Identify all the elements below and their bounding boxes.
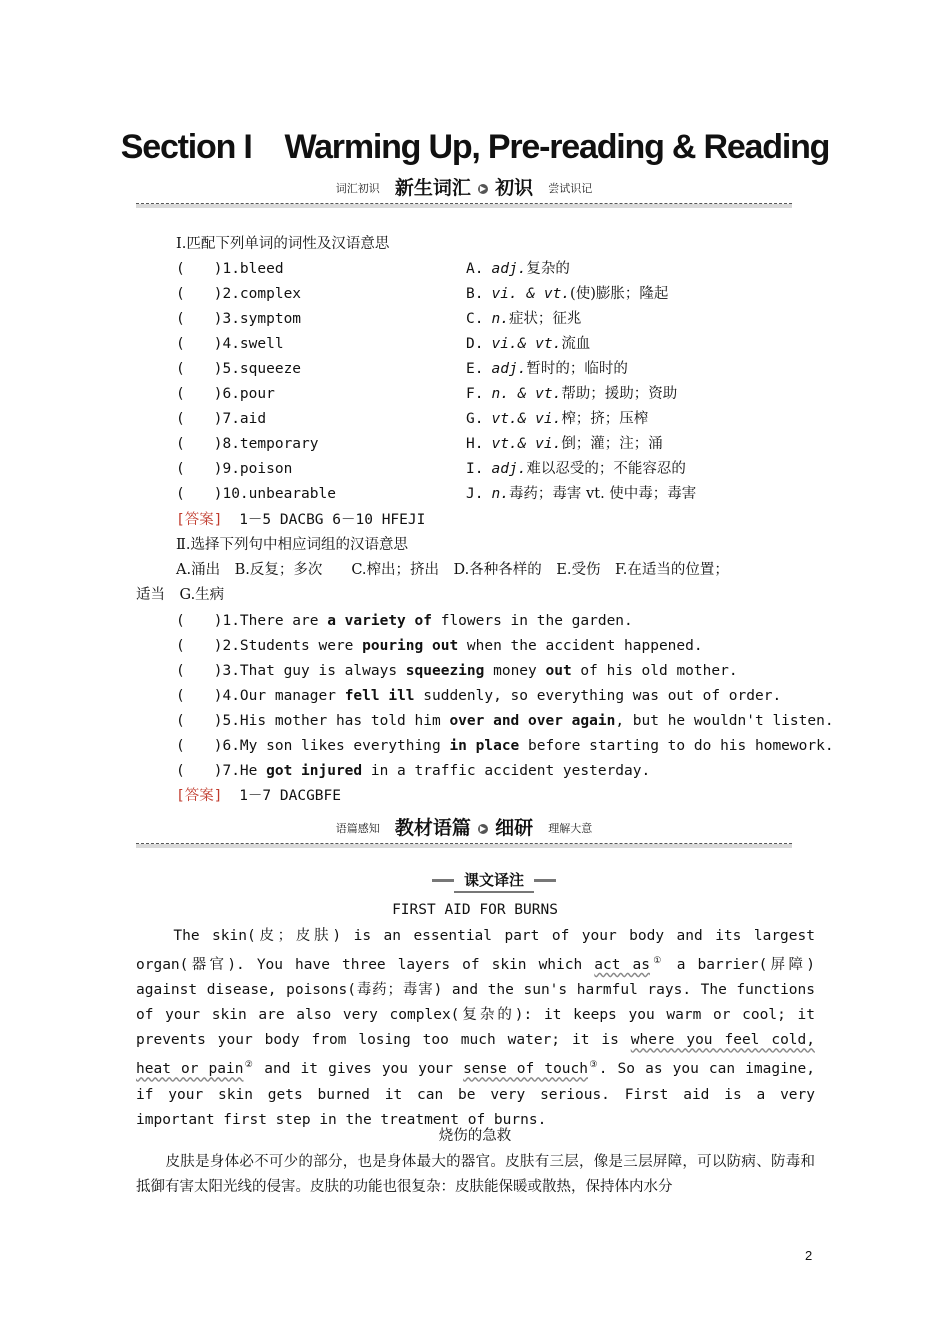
sentence-text: ( )6.My son likes everything: [176, 738, 450, 754]
passage-paragraph: [136, 924, 815, 1133]
sentence-text: before starting to do his homework.: [519, 738, 834, 754]
word-item: ( )10.unbearable: [176, 486, 336, 502]
meaning-text: 倒；灌；注；涌: [561, 436, 663, 452]
sentence-text: money: [484, 663, 546, 679]
target-phrase: a variety of: [327, 613, 432, 629]
sentence-text: ( )1.There are: [176, 613, 328, 629]
meaning-text: 复杂的: [526, 261, 570, 277]
banner-left-label: 语篇感知: [335, 822, 380, 835]
vocab-banner: [136, 178, 792, 208]
banner-main-b: 细研: [495, 817, 534, 839]
meaning-item: [466, 334, 590, 354]
meaning-letter: I.: [466, 461, 484, 477]
sentence-text: when the accident happened.: [458, 638, 703, 654]
sentence-item: [176, 611, 633, 631]
sentence-item: [176, 711, 834, 731]
meaning-letter: A.: [466, 261, 484, 277]
meaning-item: [466, 434, 663, 454]
word-item: ( )9.poison: [176, 461, 293, 477]
note-marker: ②: [243, 1060, 255, 1071]
section-title: Section I Warming Up, Pre-reading & Reading: [120, 128, 830, 166]
phrase-options-line1: A.涌出 B.反复；多次 C.榨出；挤出 D.各种各样的 E.受伤 F.在适当的位置；: [176, 562, 729, 578]
divider-shade: [136, 844, 792, 848]
meaning-item: [466, 484, 696, 504]
answer-tag: [答案]: [176, 512, 223, 528]
reading-banner: [136, 818, 792, 848]
meaning-text: 症状；征兆: [508, 311, 582, 327]
answer-text: 1－7 DACGBFE: [239, 788, 342, 804]
passage-title: FIRST AID FOR BURNS: [392, 902, 558, 918]
passage-text: a barrier(屏障) against disease, poisons(毒药；毒害) and the sun's harmful rays. The functions of your skin are also very complex(复杂的): it keeps you warm or cool; it prevents your body from losing too much water; it is: [136, 957, 816, 1049]
word-item: ( )8.temporary: [176, 436, 319, 452]
sentence-text: ( )7.He: [176, 763, 267, 779]
arrow-icon: ▶: [479, 184, 487, 193]
decor-bar-left: [432, 879, 454, 882]
part-of-speech: vi.& vt.: [491, 336, 562, 352]
part-of-speech: n.: [491, 311, 509, 327]
word-item: ( )3.symptom: [176, 311, 302, 327]
part2-heading: Ⅱ.选择下列句中相应词组的汉语意思: [176, 537, 408, 553]
word-item: ( )2.complex: [176, 286, 302, 302]
part-of-speech: n. & vt.: [491, 386, 562, 402]
sentence-item: [176, 661, 738, 681]
sentence-text: ( )4.Our manager: [176, 688, 345, 704]
sentence-item: [176, 761, 650, 781]
sentence-text: in a traffic accident yesterday.: [362, 763, 651, 779]
sentence-text: of his old mother.: [571, 663, 738, 679]
target-phrase: out: [545, 663, 572, 679]
part-of-speech: adj.: [491, 361, 527, 377]
cn-paragraph: 皮肤是身体必不可少的部分，也是身体最大的器官。皮肤有三层，像是三层屏障，可以防病、防毒和抵御有害太阳光线的侵害。皮肤的功能也很复杂：皮肤能保暖或散热，保持体内水分: [136, 1154, 815, 1195]
part1-heading: Ⅰ.匹配下列单词的词性及汉语意思: [176, 236, 390, 252]
meaning-letter: D.: [466, 336, 484, 352]
word-item: ( )1.bleed: [176, 261, 284, 277]
meaning-item: [466, 409, 648, 429]
part-of-speech: adj.: [491, 261, 527, 277]
target-phrase: over and over again: [449, 713, 616, 729]
meaning-text: 帮助；援助；资助: [561, 386, 678, 402]
phrase-options-line2: 适当 G.生病: [136, 587, 225, 603]
sentence-item: [176, 686, 781, 706]
page-number: 2: [805, 1248, 813, 1263]
meaning-item: [466, 384, 677, 404]
sentence-text: ( )2.Students were: [176, 638, 363, 654]
meaning-letter: C.: [466, 311, 484, 327]
word-item: ( )7.aid: [176, 411, 267, 427]
text-annotation-label-box: [432, 868, 556, 892]
banner-main-a: 新生词汇: [394, 177, 471, 199]
meaning-text: 毒药；毒害 vt. 使中毒；毒害: [508, 486, 697, 502]
word-item: ( )5.squeeze: [176, 361, 302, 377]
meaning-letter: B.: [466, 286, 484, 302]
word-item: ( )6.pour: [176, 386, 275, 402]
meaning-letter: H.: [466, 436, 484, 452]
sentence-text: , but he wouldn't listen.: [615, 713, 834, 729]
decor-bar-right: [534, 879, 556, 882]
meaning-letter: F.: [466, 386, 484, 402]
label-underline: [454, 891, 534, 893]
arrow-icon: ▶: [479, 824, 487, 833]
answer-line-1: [176, 510, 425, 530]
meaning-item: [466, 459, 686, 479]
word-item: ( )4.swell: [176, 336, 284, 352]
cn-title: 烧伤的急救: [438, 1128, 512, 1144]
banner-main-b: 初识: [495, 177, 534, 199]
banner-right-label: 理解大意: [548, 822, 593, 835]
passage-text: The skin(皮；皮肤) is an essential part of your body and its largest organ(器官). You have three layers of skin which: [136, 928, 815, 974]
part-of-speech: vt.& vi.: [491, 411, 562, 427]
banner-main-a: 教材语篇: [394, 817, 471, 839]
part-of-speech: adj.: [491, 461, 527, 477]
sentence-text: ( )5.His mother has told him: [176, 713, 450, 729]
banner-left-label: 词汇初识: [335, 182, 380, 195]
answer-text: 1－5 DACBG 6－10 HFEJI: [239, 512, 426, 528]
sentence-text: flowers in the garden.: [431, 613, 633, 629]
target-phrase: pouring out: [362, 638, 459, 654]
sentence-item: [176, 736, 834, 756]
meaning-item: [466, 259, 570, 279]
meaning-item: [466, 359, 628, 379]
meaning-letter: G.: [466, 411, 484, 427]
meaning-letter: J.: [466, 486, 484, 502]
sentence-text: ( )3.That guy is always: [176, 663, 406, 679]
passage-text: . So as you can imagine, if your skin gets burned it can be very serious. First aid is a very important first step in the treatment of burns.: [136, 1061, 815, 1128]
sentence-text: suddenly, so everything was out of order.: [414, 688, 782, 704]
meaning-text: 榨；挤；压榨: [561, 411, 649, 427]
target-phrase: in place: [449, 738, 520, 754]
meaning-text: 难以忍受的；不能容忍的: [526, 461, 686, 477]
passage-text: and it gives you your: [254, 1061, 464, 1078]
divider-shade: [136, 204, 792, 208]
meaning-item: [466, 284, 668, 304]
banner-right-label: 尝试识记: [548, 182, 593, 195]
sentence-item: [176, 636, 703, 656]
key-phrase: where you feel cold, heat or pain: [136, 1032, 815, 1078]
note-marker: ③: [587, 1060, 599, 1071]
meaning-text: 流血: [561, 336, 591, 352]
key-phrase: act as: [594, 957, 650, 974]
part-of-speech: n.: [491, 486, 509, 502]
target-phrase: fell ill: [344, 688, 415, 704]
meaning-item: [466, 309, 581, 329]
part-of-speech: vi. & vt.: [491, 286, 571, 302]
target-phrase: squeezing: [405, 663, 485, 679]
text-annotation-label: 课文译注: [463, 871, 524, 889]
meaning-text: 暂时的；临时的: [526, 361, 628, 377]
note-marker: ①: [649, 956, 665, 967]
answer-tag: [答案]: [176, 788, 223, 804]
meaning-text: (使)膨胀；隆起: [570, 286, 669, 302]
meaning-letter: E.: [466, 361, 484, 377]
key-phrase: sense of touch: [463, 1061, 588, 1078]
part-of-speech: vt.& vi.: [491, 436, 562, 452]
answer-line-2: [176, 786, 341, 806]
target-phrase: got injured: [266, 763, 363, 779]
